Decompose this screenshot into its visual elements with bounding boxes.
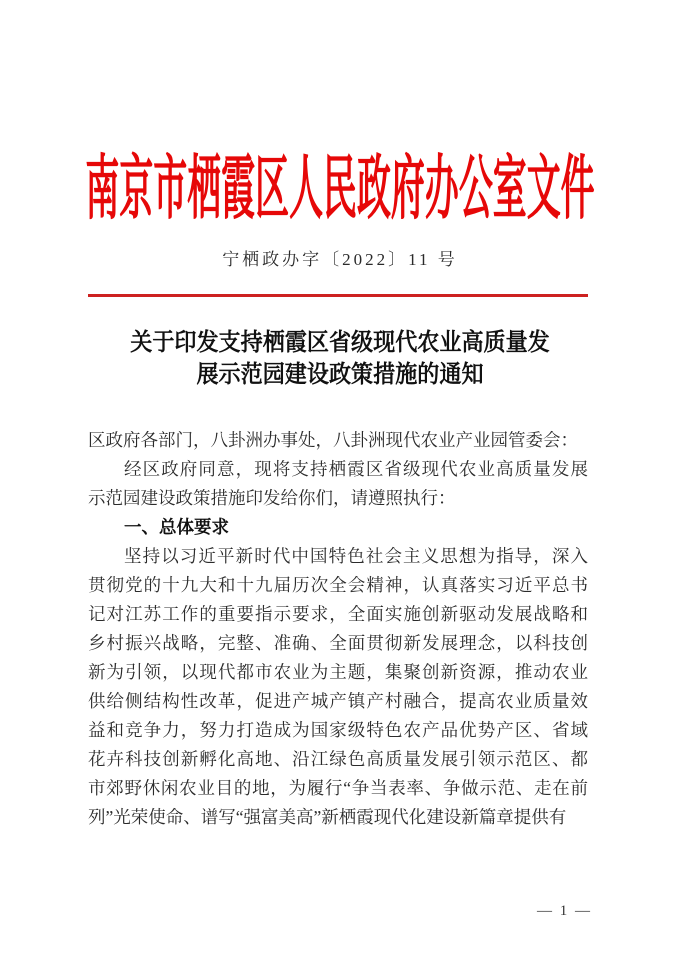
body-line: 益和竞争力，努力打造成为国家级特色农产品优势产区、省域 [88, 720, 588, 740]
document-title [27, 327, 653, 391]
document-title-line-1: 关于印发支持栖霞区省级现代农业高质量发 [130, 330, 550, 356]
body-line: 新为引领，以现代都市农业为主题，集聚创新资源，推动农业 [88, 662, 588, 682]
org-title-text: 南京市栖霞区人民政府办公室文件 [85, 150, 595, 228]
body-line: 经区政府同意，现将支持栖霞区省级现代农业高质量发展 [124, 459, 588, 479]
body-line: 坚持以习近平新时代中国特色社会主义思想为指导，深入 [124, 546, 588, 566]
document-body [88, 426, 588, 832]
body-line: 花卉科技创新孵化高地、沿江绿色高质量发展引领示范区、都 [88, 749, 588, 769]
body-line: 供给侧结构性改革，促进产城产镇产村融合，提高农业质量效 [88, 691, 588, 711]
body-line: 列”光荣使命、谱写“强富美高”新栖霞现代化建设新篇章提供有 [88, 807, 567, 827]
body-line: 记对江苏工作的重要指示要求，全面实施创新驱动发展战略和 [88, 604, 588, 624]
body-line: 区政府各部门，八卦洲办事处，八卦洲现代农业产业园管委会： [88, 430, 578, 450]
section-heading: 一、总体要求 [124, 517, 229, 537]
body-line: 乡村振兴战略，完整、准确、全面贯彻新发展理念，以科技创 [88, 633, 588, 653]
page-number: — 1 — [537, 903, 592, 919]
document-title-line-2: 展示范园建设政策措施的通知 [196, 362, 484, 388]
red-divider-line [88, 294, 588, 297]
document-header-title [0, 140, 680, 228]
document-number: 宁栖政办字〔2022〕11 号 [222, 250, 458, 269]
body-line: 示范园建设政策措施印发给你们，请遵照执行： [88, 488, 456, 508]
body-line: 市郊野休闲农业目的地，为履行“争当表率、争做示范、走在前 [88, 778, 588, 798]
body-line: 贯彻党的十九大和十九届历次全会精神，认真落实习近平总书 [88, 575, 588, 595]
